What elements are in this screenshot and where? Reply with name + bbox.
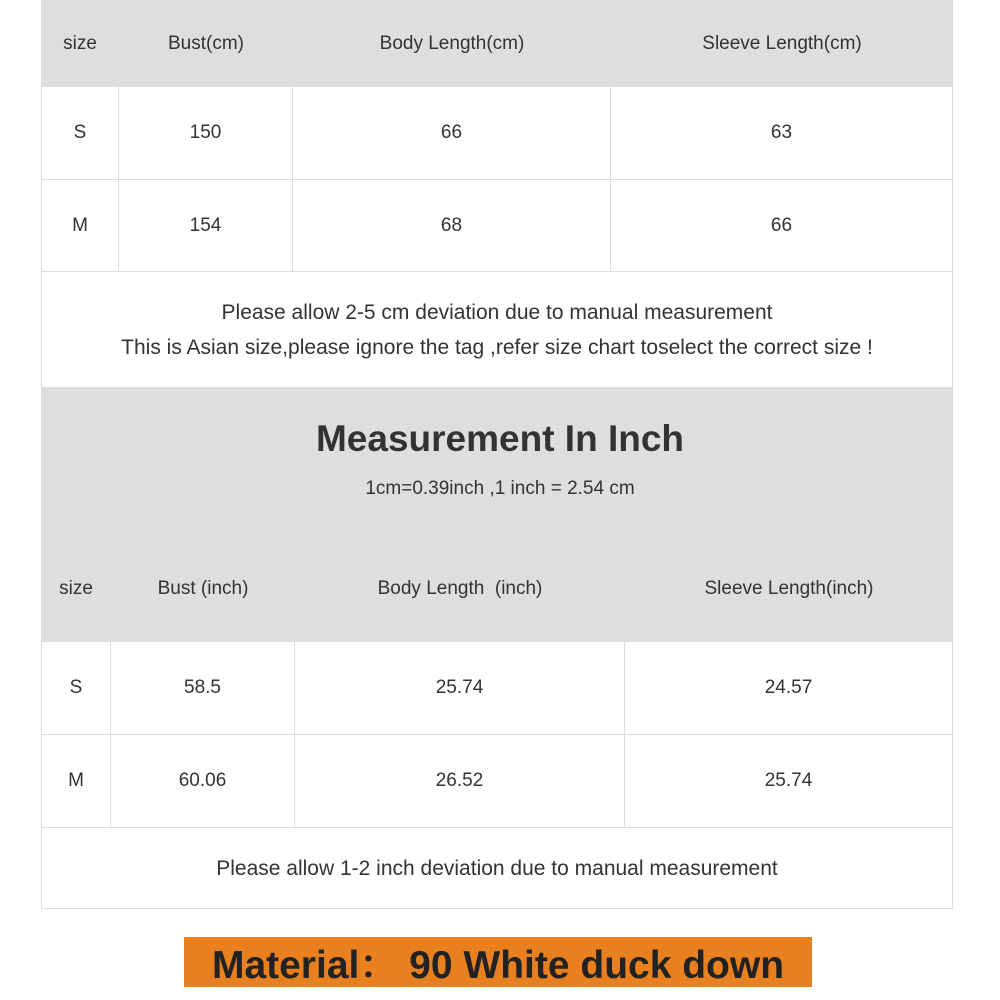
material-label: Material： 90 White duck down	[184, 937, 812, 987]
inch-section-banner	[41, 388, 953, 535]
inch-cell-body-length: 25.74	[295, 642, 625, 735]
cm-cell-body-length: 68	[293, 180, 611, 272]
cm-cell-bust: 154	[119, 180, 293, 272]
inch-section-conversion: 1cm=0.39inch ,1 inch = 2.54 cm	[365, 478, 635, 499]
inch-cell-size: S	[41, 642, 111, 735]
inch-cell-size: M	[41, 735, 111, 828]
inch-cell-bust: 58.5	[111, 642, 295, 735]
cm-deviation-note	[41, 272, 953, 388]
inch-header-size: size	[41, 535, 111, 642]
cm-cell-size: S	[41, 87, 119, 180]
inch-deviation-note: Please allow 1-2 inch deviation due to manual measurement	[41, 828, 953, 909]
inch-cell-body-length: 26.52	[295, 735, 625, 828]
inch-header-bust: Bust (inch)	[111, 535, 295, 642]
cm-header-sleeve-length: Sleeve Length(cm)	[611, 0, 953, 87]
cm-cell-size: M	[41, 180, 119, 272]
cm-cell-body-length: 66	[293, 87, 611, 180]
cm-note-line-2: This is Asian size,please ignore the tag ,refer size chart toselect the correct size !	[121, 335, 873, 359]
inch-section-title: Measurement In Inch	[315, 418, 685, 459]
cm-cell-sleeve-length: 63	[611, 87, 953, 180]
cm-cell-sleeve-length: 66	[611, 180, 953, 272]
cm-cell-bust: 150	[119, 87, 293, 180]
inch-cell-sleeve-length: 24.57	[625, 642, 953, 735]
cm-header-bust: Bust(cm)	[119, 0, 293, 87]
cm-header-size: size	[41, 0, 119, 87]
inch-cell-bust: 60.06	[111, 735, 295, 828]
inch-size-table	[41, 535, 953, 828]
inch-header-sleeve-length: Sleeve Length(inch)	[625, 535, 953, 642]
inch-header-body-length: Body Length (inch)	[295, 535, 625, 642]
cm-header-body-length: Body Length(cm)	[293, 0, 611, 87]
cm-note-line-1: Please allow 2-5 cm deviation due to manual measurement	[221, 300, 773, 324]
inch-cell-sleeve-length: 25.74	[625, 735, 953, 828]
cm-size-table	[41, 0, 953, 272]
